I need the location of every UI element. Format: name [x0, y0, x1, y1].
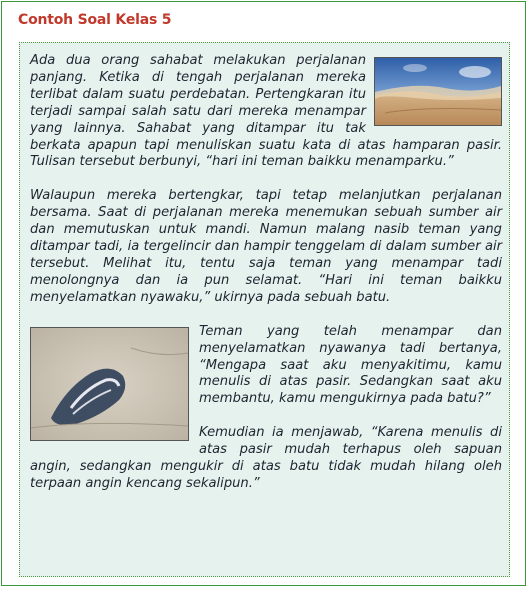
desert-sand-image: [374, 57, 502, 126]
paragraph-2-text: Walaupun mereka bertengkar, tapi tetap melanjutkan perjalanan bersama. Saat di perjalanan mereka menemukan sebuah sumber air dan memutuskan untuk mandi. Namun malang nasib teman yang ditampar tadi, ia tergelincir dan hampir tenggelam di dalam sumber air tersebut. Melihat itu, tentu saja teman yang menampar tadi menolongnya dan ia pun selamat. “Hari ini teman baikku menyelamatkan nyawaku,” ukirnya pada sebuah batu.: [30, 188, 502, 305]
story-text: [30, 53, 502, 510]
page-frame: [1, 1, 526, 586]
paragraph-1: [30, 53, 502, 171]
paragraph-3-text: Teman yang telah menampar dan menyelamatkan nyawanya tadi bertanya, “Mengapa saat aku menyakitimu, kamu menulis di atas pasir. Sedangkan saat aku membantu, kamu mengukirnya pada batu?”: [199, 323, 502, 407]
paragraph-2: [30, 188, 502, 306]
paragraph-4-text: Kemudian ia menjawab, “Karena menulis di atas pasir mudah terhapus oleh sapuan angin, sedangkan mengukir di atas batu tidak mudah hilang oleh terpaan angin kencang sekalipun.”: [30, 425, 502, 491]
story-box: [19, 42, 510, 577]
page-title: Contoh Soal Kelas 5: [18, 12, 172, 28]
engraved-stone-image: [30, 327, 189, 441]
paragraph-1-text: Ada dua orang sahabat melakukan perjalanan panjang. Ketika di tengah perjalanan mereka terlibat dalam suatu perdebatan. Pertengkaran itu terjadi sampai salah satu dari mereka menampar yang lainnya. Sahabat yang ditampar itu tak berkata apapun tapi menuliskan suatu kata di atas hamparan pasir. Tulisan tersebut berbunyi, “hari ini teman baikku menamparku.”: [30, 53, 502, 170]
